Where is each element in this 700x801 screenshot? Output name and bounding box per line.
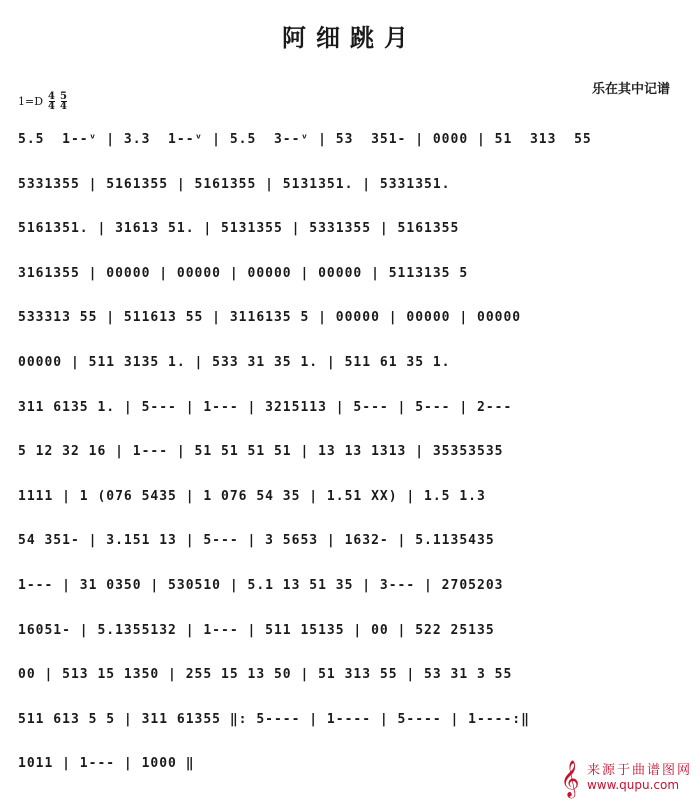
score-row-9	[18, 489, 682, 534]
watermark-text	[587, 763, 692, 793]
score-row-text: 00 | 513 15 1350 | 255 15 13 50 | 51 313 55 | 53 31 3 55	[18, 667, 513, 683]
time-sig-1-denominator: 4	[48, 101, 56, 112]
score-row-2	[18, 177, 682, 222]
score-row-10	[18, 533, 682, 578]
time-signature-1	[48, 92, 55, 111]
page-title: 阿细跳月	[282, 23, 418, 52]
time-sig-2-denominator: 4	[60, 101, 67, 112]
recorder-credit: 乐在其中记谱	[591, 82, 670, 97]
score-row-text: 1011 | 1--- | 1000 ‖	[18, 756, 195, 772]
treble-clef-icon: 𝄞	[560, 759, 580, 797]
time-signature-2	[60, 92, 67, 111]
watermark	[557, 760, 692, 796]
score-row-12	[18, 623, 682, 668]
key-signature	[18, 92, 67, 111]
score-row-5	[18, 310, 682, 355]
score-row-text: 5161351. | 31613 51. | 5131355 | 5331355 | 5161355	[18, 221, 460, 237]
watermark-site-name: 来源于曲谱图网	[586, 763, 692, 778]
score-row-3	[18, 221, 682, 266]
score-row-6	[18, 355, 682, 400]
score-row-text: 3161355 | 00000 | 00000 | 00000 | 00000 | 5113135 5	[18, 265, 469, 281]
score	[18, 132, 682, 801]
score-row-1	[18, 132, 682, 177]
score-row-13	[18, 667, 682, 712]
score-row-7	[18, 400, 682, 445]
score-row-text: 1--- | 31 0350 | 530510 | 5.1 13 51 35 | 3--- | 2705203	[18, 577, 504, 593]
key-label: 1=D	[18, 95, 44, 108]
time-sig-1-numerator: 4	[48, 91, 56, 102]
score-row-text: 1111 | 1 (076 5435 | 1 076 54 35 | 1.51 XX) | 1.5 1.3	[18, 488, 486, 504]
score-row-text: 5331355 | 5161355 | 5161355 | 5131351. | 5331351.	[18, 176, 451, 192]
score-row-11	[18, 578, 682, 623]
score-row-text: 00000 | 511 3135 1. | 533 31 35 1. | 511 61 35 1.	[18, 354, 451, 370]
time-sig-2-numerator: 5	[60, 91, 67, 102]
score-row-text: 311 6135 1. | 5--- | 1--- | 3215113 | 5--- | 5--- | 2---	[18, 399, 513, 415]
score-row-text: 511 613 5 5 | 311 61355 ‖: 5---- | 1---- | 5---- | 1----:‖	[18, 711, 530, 727]
score-row-text: 5 12 32 16 | 1--- | 51 51 51 51 | 13 13 1313 | 35353535	[18, 444, 504, 460]
score-row-text: 533313 55 | 511613 55 | 3116135 5 | 00000 | 00000 | 00000	[18, 310, 522, 326]
score-row-text: 54 351- | 3.151 13 | 5--- | 3 5653 | 1632- | 5.1135435	[18, 533, 495, 549]
score-row-text: 5.5 1--ᵛ | 3.3 1--ᵛ | 5.5 3--ᵛ | 53 351- | 0000 | 51 313 55	[18, 132, 592, 147]
score-row-8	[18, 444, 682, 489]
watermark-url: www.qupu.com	[586, 778, 680, 792]
score-row-14	[18, 712, 682, 757]
score-row-text: 16051- | 5.1355132 | 1--- | 511 15135 | 00 | 522 25135	[18, 622, 495, 638]
score-row-4	[18, 266, 682, 311]
